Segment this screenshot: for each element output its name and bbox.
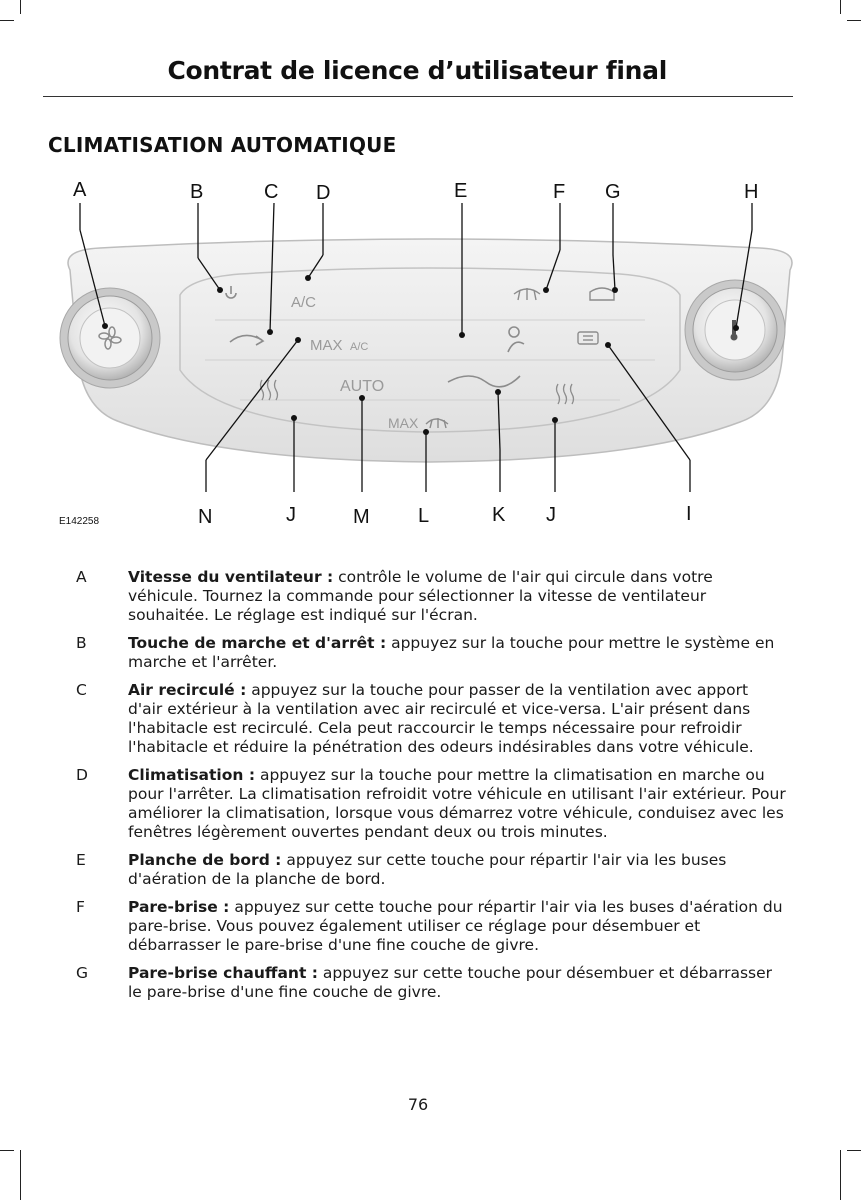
crop-mark [847, 1150, 861, 1151]
callout-h: H [744, 181, 759, 203]
page-number: 76 [407, 1095, 429, 1114]
callout-l: L [418, 505, 430, 527]
header-divider [43, 96, 793, 97]
legend-body [128, 568, 786, 625]
legend-text: appuyez sur cette touche pour répartir l'air via les buses d'aération de la planche de bord. [128, 851, 727, 888]
max-defrost-button-label[interactable]: MAX [388, 415, 419, 431]
callout-f: F [553, 181, 566, 203]
callout-m: M [353, 506, 370, 528]
callout-j-left: J [286, 504, 296, 526]
fan-speed-knob[interactable] [60, 288, 160, 388]
legend-letter: B [76, 634, 87, 652]
callout-n: N [198, 506, 213, 528]
callout-d: D [316, 182, 331, 204]
legend-letter: F [76, 898, 85, 916]
legend-term: Touche de marche et d'arrêt : [128, 634, 387, 652]
callout-e: E [454, 180, 468, 202]
legend-list [76, 568, 786, 1011]
legend-body [128, 964, 786, 1002]
crop-mark [847, 20, 861, 21]
callout-i: I [686, 503, 692, 525]
legend-term: Climatisation : [128, 766, 256, 784]
legend-item [76, 681, 786, 757]
legend-body [128, 851, 786, 889]
max-ac-button-label[interactable]: MAX [310, 337, 343, 354]
legend-body [128, 766, 786, 842]
legend-term: Air recirculé : [128, 681, 247, 699]
crop-mark [20, 0, 21, 14]
page-header-title: Contrat de licence d’utilisateur final [167, 56, 667, 85]
auto-button-label[interactable]: AUTO [340, 378, 385, 395]
max-ac-small-label: A/C [350, 341, 369, 353]
legend-text: appuyez sur cette touche pour répartir l'air via les buses d'aération du pare-brise. Vous pouvez également utiliser ce réglage pour désembuer et débarrasser le pare-brise d'une fine couche de givre. [128, 898, 783, 954]
legend-term: Pare-brise chauffant : [128, 964, 318, 982]
climate-control-diagram [40, 170, 820, 540]
legend-term: Pare-brise : [128, 898, 230, 916]
callout-b: B [190, 181, 204, 203]
legend-body [128, 681, 786, 757]
callout-j-right: J [546, 504, 556, 526]
legend-text: appuyez sur la touche pour passer de la ventilation avec apport d'air extérieur à la ventilation avec air recirculé et vice-versa. L'air présent dans l'habitacle est recirculé. Cela peut raccourcir le temps nécessaire pour refroidir l'habitacle et réduire la pénétration des odeurs indésirables dans votre véhicule. [128, 681, 754, 756]
legend-term: Vitesse du ventilateur : [128, 568, 334, 586]
legend-letter: A [76, 568, 87, 586]
legend-text: appuyez sur la touche pour mettre la climatisation en marche ou pour l'arrêter. La climatisation refroidit votre véhicule en utilisant l'air extérieur. Pour améliorer la climatisation, lorsque vous démarrez votre véhicule, conduisez avec les fenêtres légèrement ouvertes pendant deux ou trois minutes. [128, 766, 786, 841]
legend-text: appuyez sur cette touche pour désembuer et débarrasser le pare-brise d'une fine couche de givre. [128, 964, 773, 1001]
crop-mark [840, 1150, 841, 1200]
crop-mark [0, 20, 14, 21]
legend-item [76, 766, 786, 842]
legend-body [128, 634, 786, 672]
legend-letter: C [76, 681, 87, 699]
crop-mark [840, 0, 841, 14]
callout-a: A [73, 179, 87, 201]
legend-body [128, 898, 786, 955]
legend-letter: G [76, 964, 89, 982]
legend-item [76, 964, 786, 1002]
legend-item [76, 634, 786, 672]
callout-k: K [492, 504, 506, 526]
legend-letter: E [76, 851, 86, 869]
legend-item [76, 851, 786, 889]
legend-letter: D [76, 766, 88, 784]
section-title: CLIMATISATION AUTOMATIQUE [48, 133, 397, 157]
crop-mark [0, 1150, 14, 1151]
panel-outline [68, 239, 792, 462]
legend-text: appuyez sur la touche pour mettre le système en marche et l'arrêter. [128, 634, 775, 671]
callout-g: G [605, 181, 621, 203]
legend-item [76, 898, 786, 955]
callout-c: C [264, 181, 279, 203]
crop-mark [20, 1150, 21, 1200]
legend-term: Planche de bord : [128, 851, 282, 869]
figure-code: E142258 [59, 516, 100, 527]
legend-item [76, 568, 786, 625]
legend-text: contrôle le volume de l'air qui circule dans votre véhicule. Tournez la commande pour sélectionner la vitesse de ventilateur souhaitée. Le réglage est indiqué sur l'écran. [128, 568, 713, 624]
ac-button-label[interactable]: A/C [291, 294, 317, 311]
